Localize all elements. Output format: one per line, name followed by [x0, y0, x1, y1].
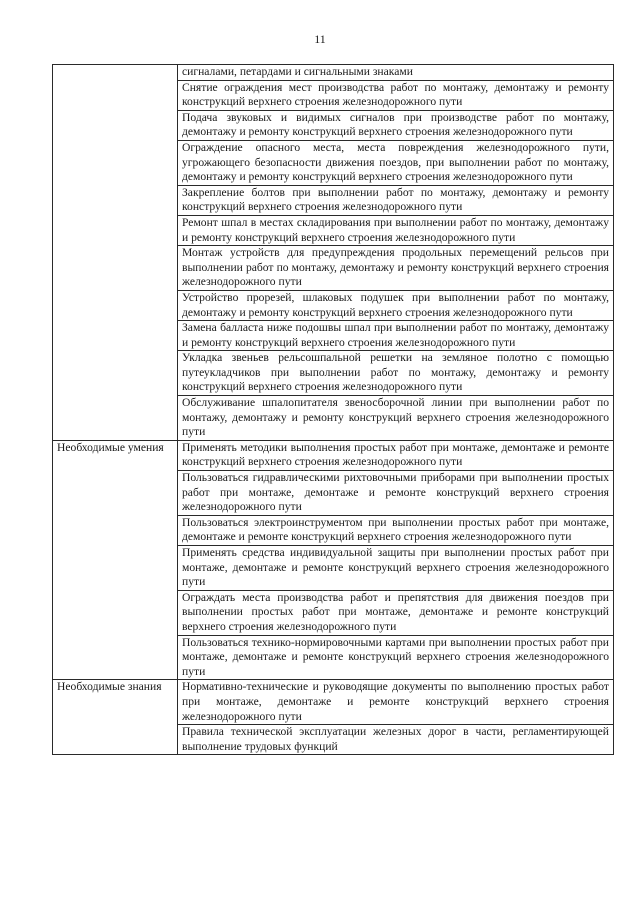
section-item-text: Обслуживание шпалопитателя звеносборочной линии при выполнении работ по монтажу, демонтажу и ремонту конструкций верхнего строения железнодорожного пути [178, 396, 614, 441]
section-item-text: Закрепление болтов при выполнении работ по монтажу, демонтажу и ремонту конструкций верхнего строения железнодорожного пути [178, 185, 614, 215]
section-item-text: Замена балласта ниже подошвы шпал при выполнении работ по монтажу, демонтажу и ремонту конструкций верхнего строения железнодорожного пути [178, 321, 614, 351]
section-item-text: Применять средства индивидуальной защиты при выполнении простых работ при монтаже, демонтаже и ремонте конструкций верхнего строения железнодорожного пути [178, 546, 614, 591]
section-item-text: Правила технической эксплуатации железных дорог в части, регламентирующей выполнение трудовых функций [178, 725, 614, 755]
section-item-text: сигналами, петардами и сигнальными знаками [178, 65, 614, 81]
section-item-text: Пользоваться технико-нормировочными картами при выполнении простых работ при монтаже, демонтаже и ремонте конструкций верхнего строения железнодорожного пути [178, 635, 614, 680]
section-item-text: Подача звуковых и видимых сигналов при производстве работ по монтажу, демонтажу и ремонту конструкций верхнего строения железнодорожного пути [178, 110, 614, 140]
section-item-text: Укладка звеньев рельсошпальной решетки на земляное полотно с помощью путеукладчиков при выполнении работ по монтажу, демонтажу и ремонту конструкций верхнего строения железнодорожного пути [178, 351, 614, 396]
section-item-text: Устройство прорезей, шлаковых подушек при выполнении работ по монтажу, демонтажу и ремонту конструкций верхнего строения железнодорожного пути [178, 290, 614, 320]
section-item-text: Пользоваться электроинструментом при выполнении простых работ при монтаже, демонтаже и ремонте конструкций верхнего строения железнодорожного пути [178, 515, 614, 545]
section-item-text: Ограждать места производства работ и препятствия для движения поездов при выполнении простых работ при монтаже, демонтаже и ремонте конструкций верхнего строения железнодорожного пути [178, 590, 614, 635]
table-row [53, 65, 614, 81]
section-item-text: Монтаж устройств для предупреждения продольных перемещений рельсов при выполнении работ по монтажу, демонтажу и ремонту конструкций верхнего строения железнодорожного пути [178, 246, 614, 291]
section-label: Необходимые знания [53, 680, 178, 755]
table-row [53, 440, 614, 470]
section-label: Необходимые умения [53, 440, 178, 680]
section-label [53, 65, 178, 441]
section-item-text: Ограждение опасного места, места повреждения железнодорожного пути, угрожающего безопасности движения поездов, при выполнении работ по монтажу, демонтажу и ремонту конструкций верхнего строения железнодорожного пути [178, 140, 614, 185]
table-body [53, 65, 614, 755]
qualification-table [52, 64, 614, 755]
section-item-text: Применять методики выполнения простых работ при монтаже, демонтаже и ремонте конструкций верхнего строения железнодорожного пути [178, 440, 614, 470]
page-number: 11 [314, 32, 326, 46]
table-row [53, 680, 614, 725]
section-item-text: Нормативно-технические и руководящие документы по выполнению простых работ при монтаже, демонтаже и ремонте конструкций верхнего строения железнодорожного пути [178, 680, 614, 725]
section-item-text: Снятие ограждения мест производства работ по монтажу, демонтажу и ремонту конструкций верхнего строения железнодорожного пути [178, 80, 614, 110]
section-item-text: Ремонт шпал в местах складирования при выполнении работ по монтажу, демонтажу и ремонту конструкций верхнего строения железнодорожного пути [178, 215, 614, 245]
section-item-text: Пользоваться гидравлическими рихтовочными приборами при выполнении простых работ при монтаже, демонтаже и ремонте конструкций верхнего строения железнодорожного пути [178, 471, 614, 516]
